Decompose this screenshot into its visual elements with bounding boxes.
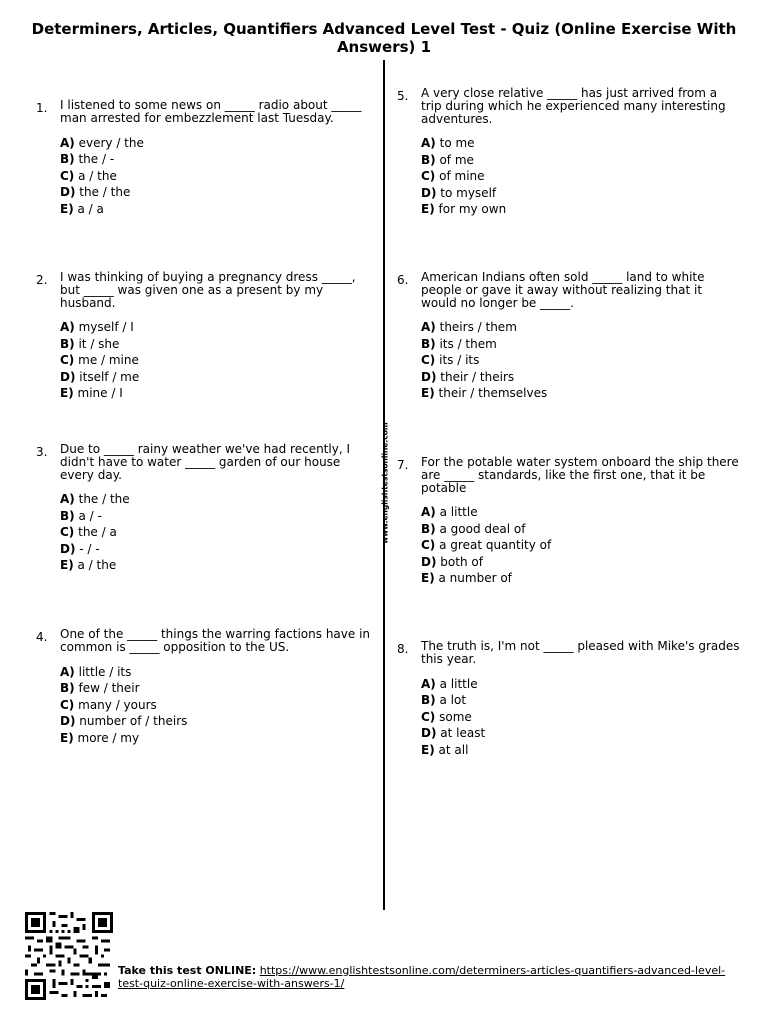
option-b[interactable] — [421, 152, 741, 169]
option-letter: D) — [421, 369, 437, 384]
option-text: to me — [439, 136, 475, 151]
option-e[interactable] — [421, 385, 741, 402]
option-c[interactable] — [60, 524, 375, 541]
option-letter: D) — [60, 714, 76, 729]
option-c[interactable] — [60, 697, 370, 714]
footer-link[interactable]: https://www.englishtestsonline.com/determiners-articles-quantifiers-advanced-level-test-quiz-online-exercise-with-answers-1/ — [118, 964, 726, 990]
question-4 — [36, 627, 371, 746]
question-number: 6. — [397, 273, 409, 287]
option-c[interactable] — [421, 352, 741, 369]
option-text: their / theirs — [440, 369, 515, 384]
option-text: of me — [439, 152, 474, 167]
option-a[interactable] — [60, 664, 370, 681]
option-text: some — [439, 709, 472, 724]
option-letter: B) — [60, 508, 75, 523]
option-letter: D) — [421, 554, 437, 569]
option-letter: E) — [60, 201, 74, 216]
option-letter: B) — [421, 693, 436, 708]
option-letter: A) — [60, 492, 75, 507]
option-text: their / themselves — [438, 386, 548, 401]
option-letter: C) — [60, 525, 75, 540]
option-a[interactable] — [60, 491, 375, 508]
footer-lead: Take this test ONLINE: — [118, 964, 257, 977]
option-c[interactable] — [60, 352, 375, 369]
option-letter: C) — [60, 168, 75, 183]
options-list — [421, 135, 741, 218]
option-letter: E) — [421, 742, 435, 757]
option-text: theirs / them — [439, 320, 517, 335]
option-b[interactable] — [60, 680, 370, 697]
vertical-site-label: www.englishtestsonline.com — [380, 422, 390, 544]
question-number: 3. — [36, 445, 48, 459]
options-list — [421, 319, 741, 402]
option-letter: C) — [421, 538, 436, 553]
option-letter: B) — [421, 521, 436, 536]
question-text: I was thinking of buying a pregnancy dress _____, but _____ was given one as a present by my husband. — [60, 270, 356, 310]
question-5 — [397, 86, 741, 218]
option-letter: E) — [60, 730, 74, 745]
options-list — [421, 676, 741, 759]
option-text: a little — [439, 676, 478, 691]
option-c[interactable] — [60, 168, 365, 185]
option-text: a / the — [78, 168, 117, 183]
option-d[interactable] — [421, 369, 741, 386]
option-text: a little — [439, 505, 478, 520]
option-text: itself / me — [79, 369, 140, 384]
question-1 — [36, 98, 365, 217]
option-text: a number of — [438, 571, 512, 586]
option-d[interactable] — [60, 369, 375, 386]
option-letter: C) — [60, 353, 75, 368]
question-text: American Indians often sold _____ land to white people or gave it away without realizing that it would no longer be _____. — [421, 270, 705, 310]
option-text: - / - — [79, 541, 100, 556]
option-letter: E) — [421, 202, 435, 217]
option-letter: A) — [421, 505, 436, 520]
option-b[interactable] — [60, 336, 375, 353]
option-letter: E) — [60, 558, 74, 573]
option-text: for my own — [438, 202, 507, 217]
option-text: to myself — [440, 185, 497, 200]
options-list — [60, 664, 370, 747]
option-letter: D) — [60, 369, 76, 384]
option-c[interactable] — [421, 537, 741, 554]
option-b[interactable] — [421, 336, 741, 353]
question-number: 5. — [397, 89, 409, 103]
option-text: many / yours — [78, 697, 157, 712]
page-title: Determiners, Articles, Quantifiers Advanced Level Test - Quiz (Online Exercise With Answers) 1 — [31, 20, 737, 56]
question-7 — [397, 455, 741, 587]
option-letter: C) — [421, 709, 436, 724]
question-3 — [36, 442, 375, 574]
option-e[interactable] — [421, 742, 741, 759]
question-text: A very close relative _____ has just arrived from a trip during which he experienced many interesting adventures. — [421, 86, 726, 126]
option-letter: D) — [60, 541, 76, 556]
option-d[interactable] — [421, 554, 741, 571]
option-e[interactable] — [421, 570, 741, 587]
option-text: a / the — [77, 558, 117, 573]
option-letter: E) — [421, 571, 435, 586]
option-text: its / them — [439, 336, 497, 351]
option-b[interactable] — [421, 521, 741, 538]
option-e[interactable] — [421, 201, 741, 218]
option-letter: B) — [60, 681, 75, 696]
option-e[interactable] — [60, 201, 365, 218]
option-a[interactable] — [421, 676, 741, 693]
option-text: the / the — [79, 185, 131, 200]
question-text: One of the _____ things the warring factions have in common is _____ opposition to the US. — [60, 627, 371, 654]
option-a[interactable] — [60, 319, 375, 336]
option-d[interactable] — [421, 185, 741, 202]
option-letter: A) — [421, 320, 436, 335]
option-a[interactable] — [421, 135, 741, 152]
option-letter: A) — [421, 676, 436, 691]
option-a[interactable] — [421, 504, 741, 521]
option-e[interactable] — [60, 385, 375, 402]
option-e[interactable] — [60, 557, 375, 574]
option-d[interactable] — [60, 541, 375, 558]
option-letter: B) — [60, 336, 75, 351]
option-letter: E) — [421, 386, 435, 401]
option-e[interactable] — [60, 730, 370, 747]
option-text: a / - — [78, 508, 102, 523]
option-letter: D) — [421, 185, 437, 200]
option-letter: B) — [60, 152, 75, 167]
option-text: mine / I — [77, 386, 123, 401]
options-list — [60, 319, 375, 402]
option-text: its / its — [439, 353, 480, 368]
option-text: few / their — [78, 681, 140, 696]
question-6 — [397, 270, 741, 402]
option-text: the / - — [78, 152, 115, 167]
option-a[interactable] — [60, 135, 365, 152]
options-list — [60, 491, 375, 574]
option-text: it / she — [78, 336, 120, 351]
option-letter: D) — [421, 726, 437, 741]
option-text: a good deal of — [439, 521, 526, 536]
option-letter: E) — [60, 386, 74, 401]
option-letter: B) — [421, 336, 436, 351]
option-letter: B) — [421, 152, 436, 167]
option-b[interactable] — [421, 692, 741, 709]
option-b[interactable] — [60, 508, 375, 525]
question-text: I listened to some news on _____ radio about _____ man arrested for embezzlement last Tuesday. — [60, 98, 362, 125]
question-number: 1. — [36, 101, 48, 115]
options-list — [421, 504, 741, 587]
question-text: For the potable water system onboard the ship there are _____ standards, like the first one, that it be potable — [421, 455, 739, 495]
option-b[interactable] — [60, 151, 365, 168]
option-text: a / a — [77, 201, 104, 216]
option-c[interactable] — [421, 709, 741, 726]
option-text: the / the — [78, 492, 130, 507]
option-text: me / mine — [78, 353, 139, 368]
option-letter: C) — [421, 169, 436, 184]
option-text: a lot — [439, 693, 467, 708]
option-c[interactable] — [421, 168, 741, 185]
option-d[interactable] — [60, 184, 365, 201]
footer — [118, 964, 738, 990]
question-number: 2. — [36, 273, 48, 287]
option-letter: A) — [60, 135, 75, 150]
option-letter: A) — [60, 320, 75, 335]
option-text: both of — [440, 554, 483, 569]
option-text: every / the — [78, 135, 144, 150]
question-number: 8. — [397, 642, 409, 656]
qr-code-icon[interactable] — [25, 912, 113, 1000]
option-letter: A) — [60, 664, 75, 679]
question-text: The truth is, I'm not _____ pleased with Mike's grades this year. — [421, 639, 740, 666]
option-d[interactable] — [421, 725, 741, 742]
option-text: of mine — [439, 169, 485, 184]
question-8 — [397, 639, 741, 758]
question-number: 4. — [36, 630, 48, 644]
option-a[interactable] — [421, 319, 741, 336]
option-text: at least — [440, 726, 486, 741]
question-text: Due to _____ rainy weather we've had recently, I didn't have to water _____ garden of our house every day. — [60, 442, 350, 482]
option-text: a great quantity of — [439, 538, 552, 553]
option-text: myself / I — [78, 320, 134, 335]
options-list — [60, 135, 365, 218]
option-letter: C) — [60, 697, 75, 712]
option-text: little / its — [78, 664, 132, 679]
question-number: 7. — [397, 458, 409, 472]
option-letter: A) — [421, 136, 436, 151]
option-text: at all — [438, 742, 469, 757]
option-letter: C) — [421, 353, 436, 368]
question-2 — [36, 270, 375, 402]
option-text: more / my — [77, 730, 140, 745]
option-d[interactable] — [60, 713, 370, 730]
option-text: the / a — [78, 525, 117, 540]
option-letter: D) — [60, 185, 76, 200]
option-text: number of / theirs — [79, 714, 188, 729]
